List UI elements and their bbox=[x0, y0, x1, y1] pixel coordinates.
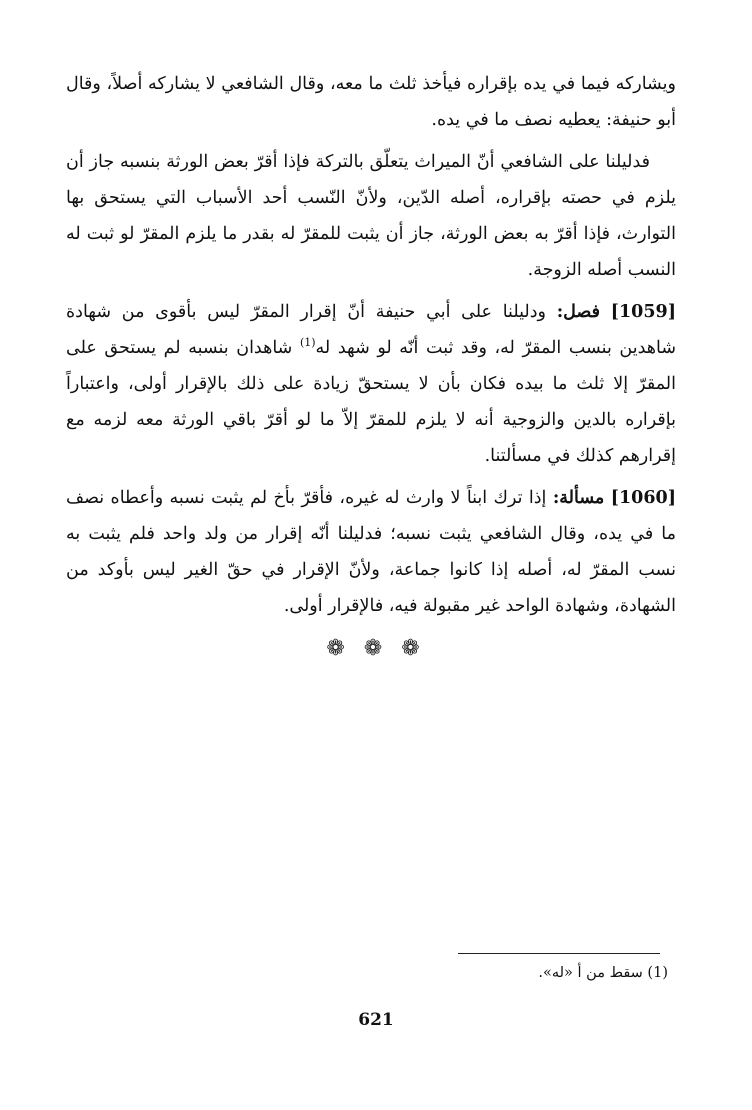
footnote bbox=[300, 960, 668, 986]
section-label-fasl: فصل: bbox=[556, 302, 600, 322]
section-end-ornament: ❁ ❁ ❁ bbox=[326, 636, 426, 661]
paragraph-1 bbox=[66, 66, 676, 138]
paragraph-4 bbox=[66, 480, 676, 624]
page-number: 621 bbox=[358, 1010, 394, 1030]
section-number-1059: [1059] bbox=[610, 302, 676, 322]
paragraph-1-text: ويشاركه فيما في يده بإقراره فيأخذ ثلث ما معه، وقال الشافعي لا يشاركه أصلاً، وقال أبو حنيفة: يعطيه نصف ما في يده. bbox=[66, 74, 676, 130]
footnote-reference[interactable]: (1) bbox=[299, 336, 316, 350]
paragraph-3-text-a: ودليلنا على أبي حنيفة أنّ إقرار المقرّ ليس بأقوى من شهادة شاهدين بنسب المقرّ له، وقد ثبت أنّه لو شهد له bbox=[66, 302, 676, 358]
paragraph-3-text-b: شاهدان بنسبه لم يستحق على المقرّ إلا ثلث ما بيده فكان بأن لا يستحقّ زيادة على ذلك بالإقرار أولى، واعتباراً بإقراره بالدين والزوجية أنه لا يلزم للمقرّ إلاّ ما لو أقرّ باقي الورثة معه لزمه مع إقرارهم كذلك في مسألتنا. bbox=[66, 338, 676, 466]
paragraph-4-text: إذا ترك ابناً لا وارث له غيره، فأقرّ بأخ لم يثبت نسبه وأعطاه نصف ما في يده، وقال الشافعي يثبت نسبه؛ فدليلنا أنّه إقرار من ولد واحد فلم يثبت به نسب المقرّ له، أصله إذا كانوا جماعة، ولأنّ الإقرار في حقّ الغير ليس بأوكد من الشهادة، وشهادة الواحد غير مقبولة فيه، فالإقرار أولى. bbox=[66, 488, 676, 616]
section-number-1060: [1060] bbox=[610, 488, 676, 508]
paragraph-2 bbox=[66, 144, 676, 288]
paragraph-2-text: فدليلنا على الشافعي أنّ الميراث يتعلّق بالتركة فإذا أقرّ بعض الورثة بنسبه جاز أن يلزم في حصته بإقراره، أصله الدّين، ولأنّ النّسب أحد الأسباب التي يستحق بها التوارث، فإذا أقرّ به بعض الورثة، جاز أن يثبت للمقرّ له بقدر ما يلزم المقرّ لو ثبت له النسب أصله الزوجة. bbox=[66, 152, 676, 280]
main-text bbox=[66, 66, 676, 630]
footnote-divider bbox=[458, 953, 660, 954]
footnote-number: (1) bbox=[647, 965, 668, 981]
paragraph-3 bbox=[66, 294, 676, 474]
section-label-masala: مسألة: bbox=[552, 488, 605, 508]
footnote-text: سقط من أ «له». bbox=[538, 965, 643, 981]
